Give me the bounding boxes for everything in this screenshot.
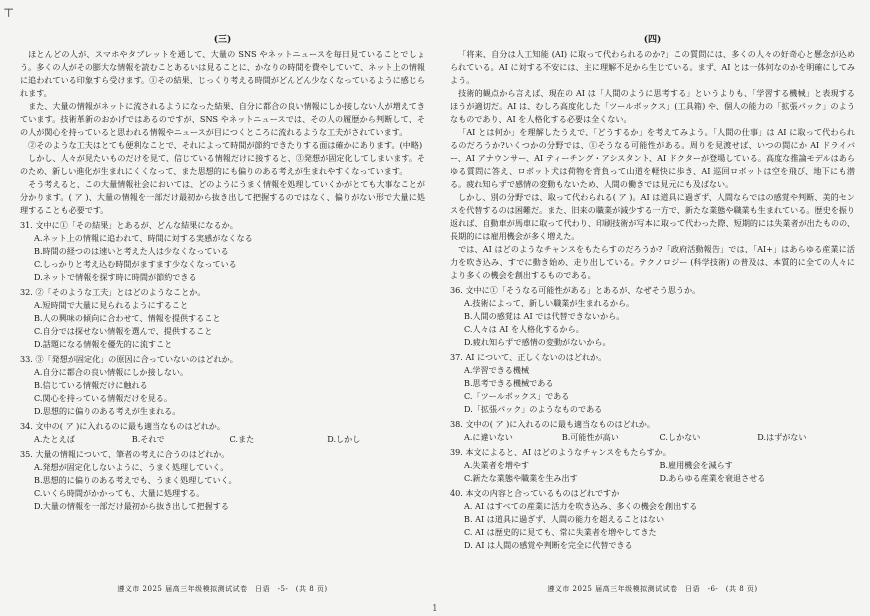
answer-option: D.話題になる情報を優先的に流すこと [34, 339, 173, 349]
question-item [450, 446, 855, 485]
left-passage [20, 48, 425, 217]
answer-option: C.人々は AI を人格化するから。 [464, 324, 584, 334]
question-item [450, 487, 855, 552]
answer-option: C.しっかりと考え込む時間がますます少なくなっている [34, 259, 237, 269]
question-item [450, 351, 855, 416]
answer-option: A.技術によって、新しい職業が生まれるから。 [464, 298, 635, 308]
answer-option: D.「拡張パック」のようなものである [464, 404, 603, 414]
question-stem: 31. 文中に①「その結果」とあるが、どんな結果になるか。 [20, 220, 238, 230]
answer-option: B. AI は道具に過ぎず、人間の能力を超えることはない [464, 514, 665, 524]
passage-paragraph: 「AI とは何か」を理解したうえで、「どうするか」を考えてみよう。「人間の仕事」は AI に取って代わられるのだろうか?いくつかの分野では、①そうなる可能性がある。周りを見渡せば、いつの間にか AI ドライバー、AI アナウンサー、AI ティーチング・アシスタント、AI ドクターが登場している。高度な推論モデルはあらゆる質問に答え、ロボット犬は荷物を背負って山道を軽快に歩き、AI 巡回ロボットは空を飛び、地下にも潜る。疲れ知らずで感情の変動もないため、人間の働きでは見元にも及ばない。 [450, 127, 855, 189]
answer-option: C.また [229, 434, 255, 444]
answer-options-row [34, 433, 425, 446]
passage-paragraph: しかし、人々が見たいものだけを見て、信じている情報だけに接すると、③発想が固定化してしまいます。そのため、新しい進化が生まれにくくなって、また思想的にも偏りのある考えが生まれやすくなっています。 [20, 153, 425, 176]
answer-option: A.ネット上の情報に追われて、時間に対する実感がなくなる [34, 233, 253, 243]
answer-option: C.いくら時間がかかっても、大量に処理する。 [34, 488, 205, 498]
answer-option: B.雇用機会を減らす [659, 460, 733, 470]
passage-paragraph: 技術的観点から言えば、現在の AI は「人間のように思考する」というよりも、「学習する機械」と表現するほうが適切だ。AI は、むしろ高度化した「ツールボックス」(工具箱) や、個人の能力の「拡張パック」のようなものであり、AI を人格化する必要は全くない。 [450, 88, 855, 124]
right-questions [450, 284, 855, 552]
question-item [20, 286, 425, 351]
question-stem: 38. 文中の( ア )に入れるのに最も適当なものはどれか。 [450, 419, 655, 429]
question-stem: 33. ③「発想が固定化」の原因に合っていないのはどれか。 [20, 354, 238, 364]
answer-option: A.に違いない [464, 432, 513, 442]
answer-option: D.思想的に偏りのある考えが生まれる。 [34, 406, 181, 416]
question-stem: 40. 本文の内容と合っているものはどれですか [450, 488, 620, 498]
answer-options-row [464, 431, 855, 444]
answer-option: B.人間の感覚は AI では代替できないから。 [464, 311, 625, 321]
passage-paragraph: ほとんどの人が、スマホやタブレットを通して、大量の SNS やネットニュースを毎日見ていることでしょう。多くの人がその膨大な情報を読むことあるいは見ることに、かなりの時間を費やしていて、ネット上の情報に追われている印象すら受けます。①その結果、じっくり考える時間がどんどん少なくなっているように感じられます。 [20, 49, 425, 98]
answer-option: A.学習できる機械 [464, 365, 530, 375]
right-passage [450, 48, 855, 282]
left-questions [20, 219, 425, 513]
question-stem: 32. ②「そのような工夫」とはどのようなことか。 [20, 287, 206, 297]
answer-option: A. AI はすべての産業に活力を吹き込み、多くの機会を創出する [464, 501, 698, 511]
right-footer: 遵义市 2025 届高三年级模拟测试试卷 日语 -6- (共 8 页) [547, 585, 758, 593]
passage-paragraph: では、AI はどのようなチャンスをもたらすのだろうか?「政府活動報告」では、「AI+」はあらゆる産業に活力を吹き込み、すでに動き始め、走り出している。テクノロジー (科学技術) の普及は、本質的に全ての人々により多くの機会を創出するものである。 [450, 244, 855, 280]
answer-option: B.思想的に偏りのある考えでも、うまく処理していく。 [34, 475, 237, 485]
answer-option: B.人の興味の傾向に合わせて、情報を提供すること [34, 313, 221, 323]
question-stem: 34. 文中の( ア )に入れるのに最も適当なものはどれか。 [20, 421, 225, 431]
passage-paragraph: 「将来、自分は人工知能 (AI) に取って代わられるのか?」この質問には、多くの人々の好奇心と懸念が込められている。AI に対する不安には、主に理解不足から生じている。まず、AI とは一体何なのかを明確にしてみよう。 [450, 49, 855, 85]
answer-option: D.ネットで情報を探す時に時間が節約できる [34, 272, 197, 282]
answer-option: A.失業者を増やす [464, 460, 530, 470]
section-title-4: (四) [643, 35, 662, 45]
answer-option: A.たとえば [34, 434, 75, 444]
answer-option: C.自分では探せない情報を選んで、提供すること [34, 326, 213, 336]
answer-option: D.はずがない [757, 432, 807, 442]
answer-option: B.それで [131, 434, 165, 444]
center-bottom-mark: 1 [432, 604, 438, 614]
answer-option: A.発想が固定化しないように、うまく処理していく。 [34, 462, 229, 472]
answer-option: C.しかない [659, 432, 701, 442]
answer-option: D.大量の情報を一部だけ最初から抜き出して把握する [34, 501, 229, 511]
answer-option: B.時間の経つのは速いと考えた人は少なくなっている [34, 246, 229, 256]
left-footer: 遵义市 2025 届高三年级模拟测试试卷 日语 -5- (共 8 页) [117, 585, 328, 593]
left-page [20, 18, 425, 598]
question-item [450, 284, 855, 349]
right-page [450, 18, 855, 598]
question-item [20, 353, 425, 418]
question-item [20, 448, 425, 513]
answer-option: B.可能性が高い [561, 432, 619, 442]
answer-option: B.思考できる機械である [464, 378, 554, 388]
answer-option: D.あらゆる産業を衰退させる [659, 473, 766, 483]
answer-option: D. AI は人間の感覚や判断を完全に代替できる [464, 540, 633, 550]
answer-option: D.しかし [327, 434, 361, 444]
question-stem: 35. 大量の情報について、筆者の考えに合うのはどれか。 [20, 449, 230, 459]
passage-paragraph: ②そのような工夫はとても便利なことで、それによって時間が節約できたりする面は確かにあります。(中略) [28, 140, 423, 150]
question-item [450, 418, 855, 444]
question-stem: 39. 本文によると、AI はどのようなチャンスをもたらすか。 [450, 447, 671, 457]
answer-option: C. AI は歴史的に見ても、常に失業者を増やしてきた [464, 527, 657, 537]
question-stem: 37. AI について、正しくないのはどれか。 [450, 352, 607, 362]
passage-paragraph: また、大量の情報がネットに流されるようになった結果、自分に都合の良い情報にしか接しない人が増えてきています。技術革新のおかげではあるのですが、SNS やネットニュースでは、その人の履歴から判断して、その人が関心を持っていると思われる情報やニュースが目につくところに流れるような工夫がされています。 [20, 101, 425, 137]
corner-mark: ⊤ [3, 6, 15, 20]
passage-paragraph: そう考えると、この大量情報社会においては、どのようにうまく情報を処理していくかがとても大事なことが分かります。( ア )、大量の情報を一部だけ最初から抜き出して把握するのではなく、偏りがない形で大量に処理することも必要です。 [20, 179, 425, 215]
answer-option: B.信じている情報だけに触れる [34, 380, 148, 390]
question-item [20, 420, 425, 446]
answer-option: C.新たな業態や職業を生み出す [464, 473, 578, 483]
answer-options-row [464, 459, 855, 472]
answer-option: D.疲れ知らずで感情の変動がないから。 [464, 337, 611, 347]
answer-option: A.短時間で大量に見られるようにすること [34, 300, 189, 310]
answer-option: C.「ツールボックス」である [464, 391, 570, 401]
question-stem: 36. 文中に①「そうなる可能性がある」とあるが、なぜそう思うか。 [450, 285, 701, 295]
question-item [20, 219, 425, 284]
section-title-3: (三) [213, 35, 232, 45]
answer-option: C.関心を持っている情報だけを見る。 [34, 393, 172, 403]
passage-paragraph: しかし、別の分野では、取って代わられる( ア )。AI は道具に過ぎず、人間ならではの感覚や判断、美的センスを代替するのは困難だ。また、旧来の職業が減少する一方で、新たな業態や職業も生まれている。歴史を振り返れば、自動車が馬車に取って代わり、印刷技術が写本に取って代わった際、短期的には失業者が出たものの、長期的には雇用機会が多く増えた。 [450, 192, 855, 241]
answer-option: A.自分に都合の良い情報にしか接しない。 [34, 367, 189, 377]
answer-options-row [464, 472, 855, 485]
